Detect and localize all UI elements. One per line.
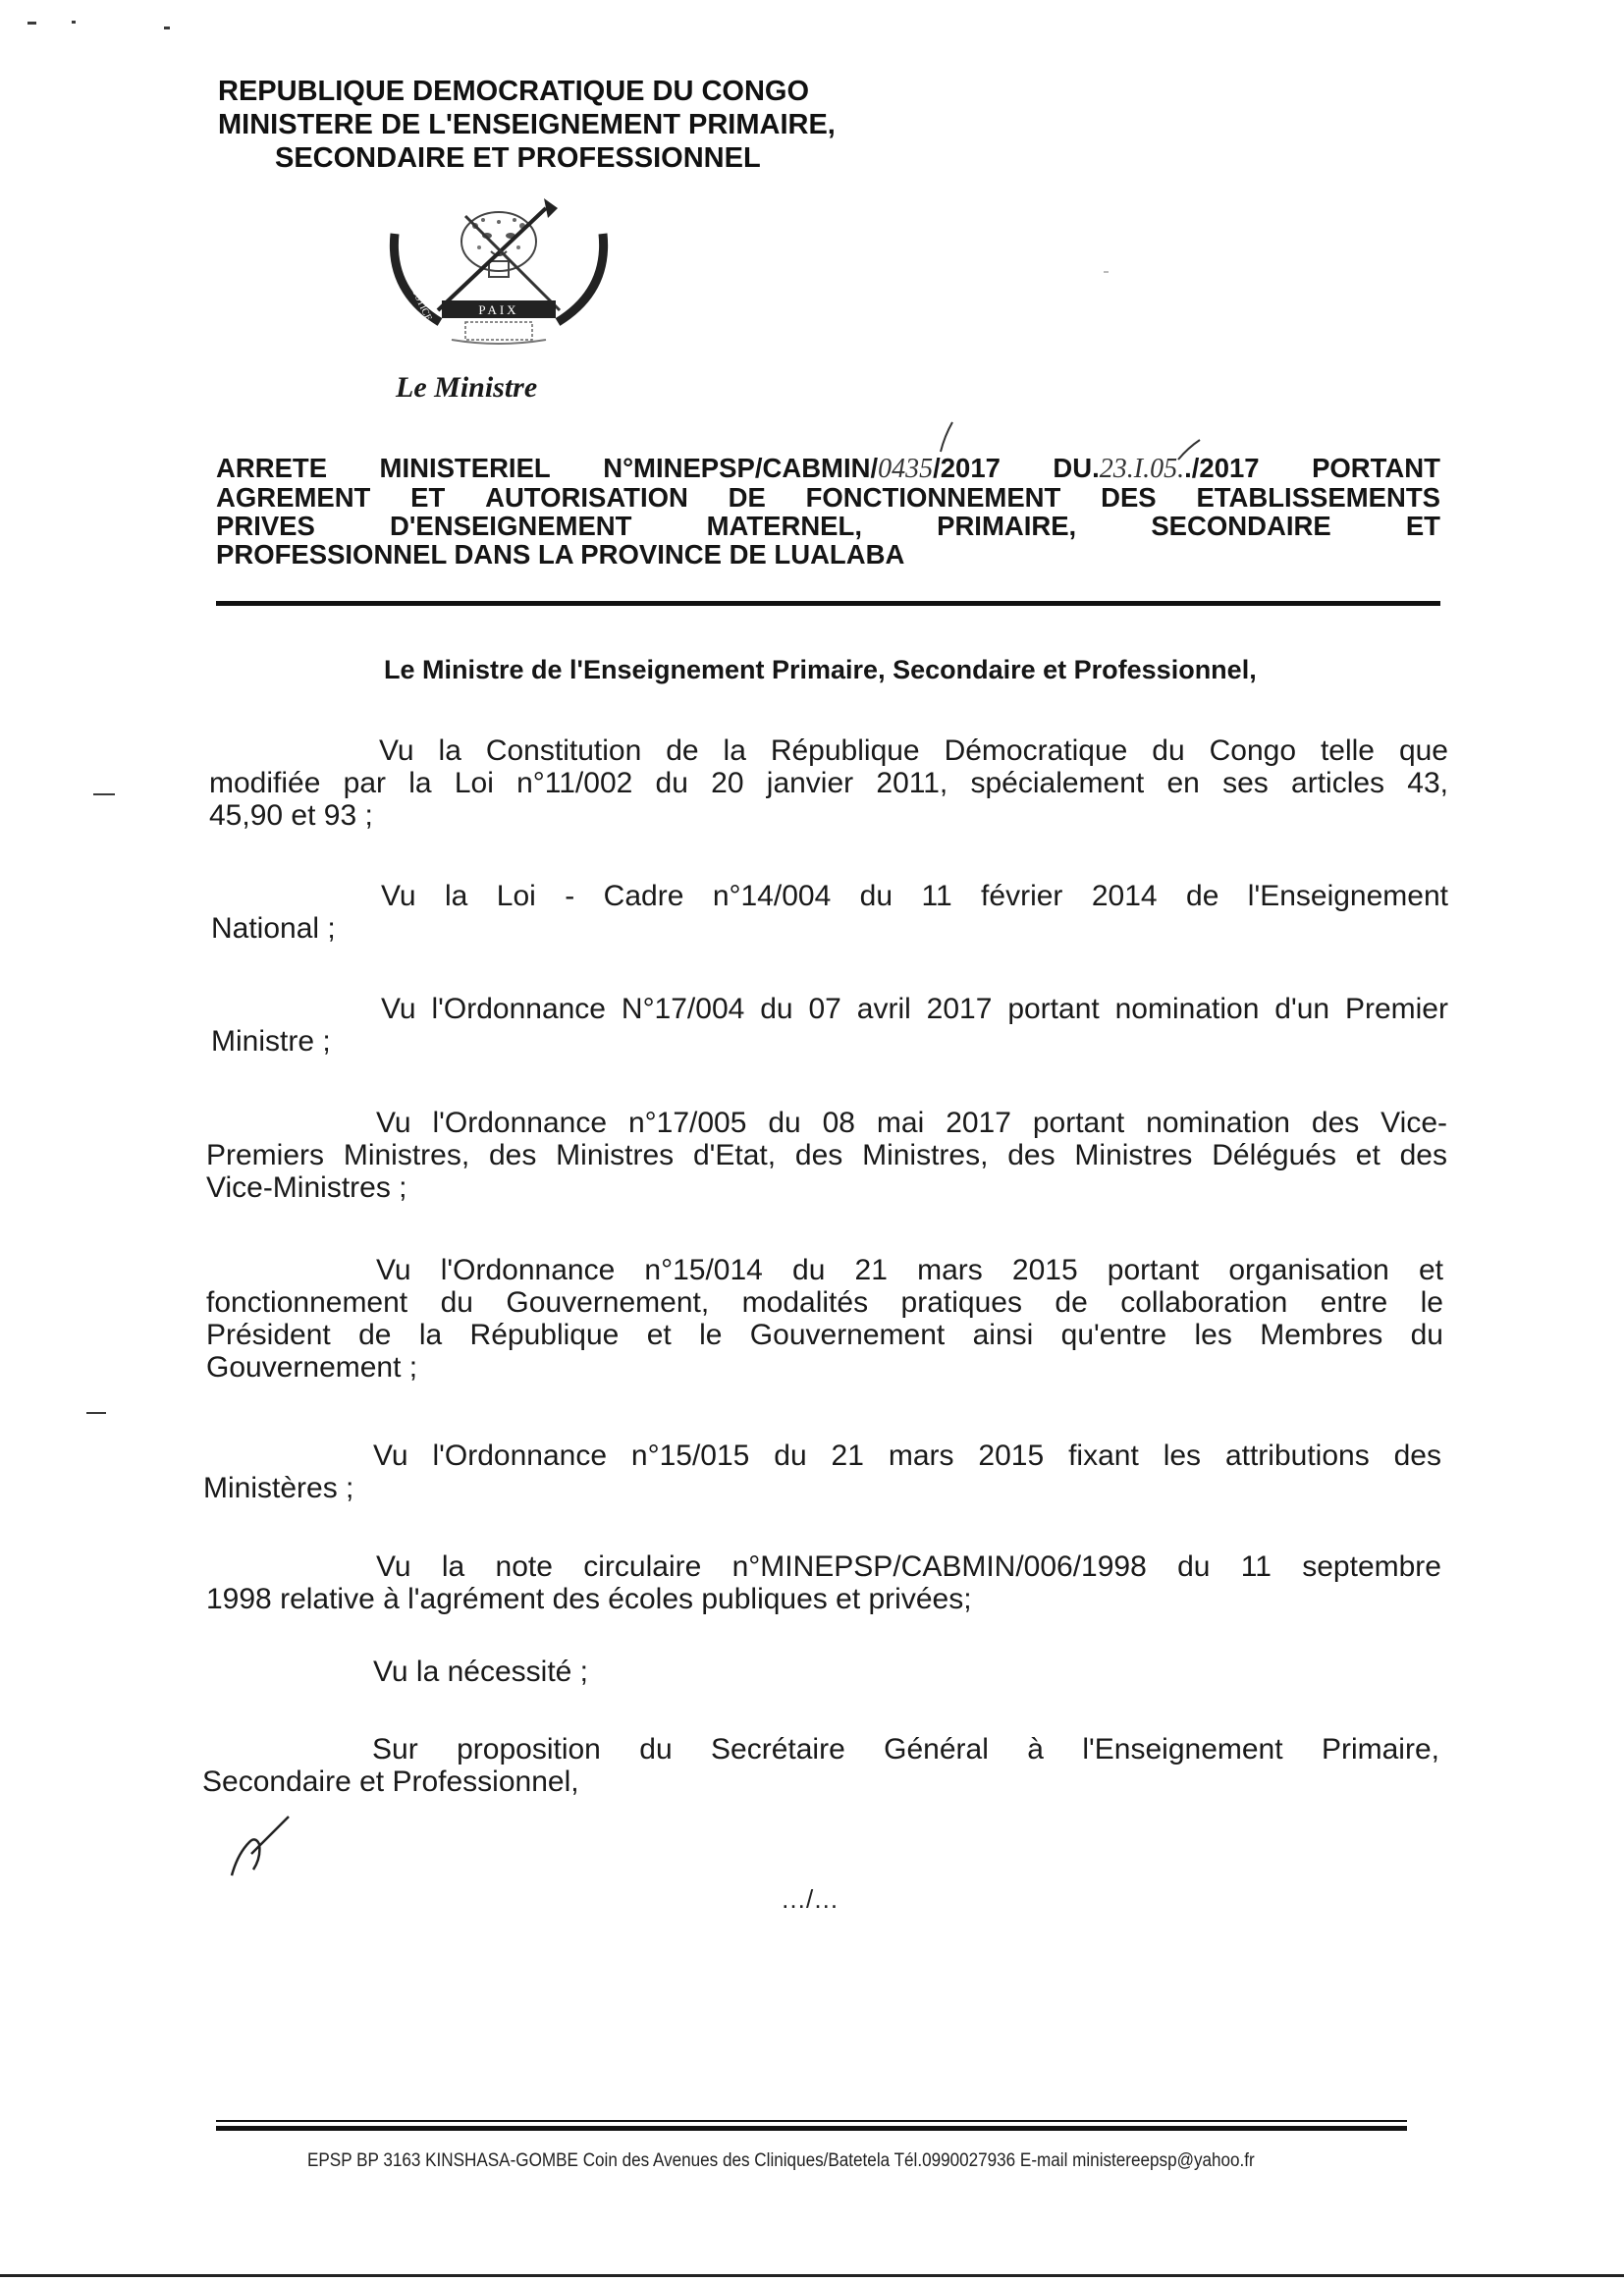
decree-title-line	[216, 483, 1440, 512]
paragraph-line: Vu l'Ordonnance n°15/014 du 21 mars 2015 portant organisation et	[376, 1254, 1443, 1286]
footer-rule	[216, 2120, 1407, 2122]
paragraph-loi-cadre	[211, 880, 1448, 945]
paragraph-line: 1998 relative à l'agrément des écoles publiques et privées;	[206, 1583, 972, 1615]
scan-speck	[164, 27, 170, 29]
paragraph-ordonnance-gouvernement	[206, 1254, 1443, 1384]
decree-word: FONCTIONNEMENT	[805, 482, 1061, 513]
handwritten-tick-mark	[1174, 438, 1204, 462]
letterhead	[218, 75, 1003, 175]
page-continuation-mark: …/…	[781, 1884, 839, 1914]
scan-speck	[1104, 271, 1109, 273]
decree-word: D'ENSEIGNEMENT	[390, 511, 632, 541]
paragraph-necessite	[203, 1656, 1440, 1688]
minister-heading: Le Ministre de l'Enseignement Primaire, Secondaire et Professionnel,	[384, 655, 1257, 684]
country-name: REPUBLIQUE DEMOCRATIQUE DU CONGO	[218, 76, 810, 107]
decree-word: PORTANT	[1312, 453, 1440, 483]
paragraph-line: National ;	[211, 912, 336, 945]
decree-word: PRIVES	[216, 511, 315, 541]
decree-number-year: /2017	[933, 453, 1001, 483]
paragraph-line: Président de la République et le Gouvernement ainsi qu'entre les Membres du	[206, 1319, 1443, 1351]
scan-speck	[93, 793, 115, 795]
paragraph-line: Vu la Constitution de la République Démocratique du Congo telle que	[379, 734, 1448, 767]
paragraph-line: Secondaire et Professionnel,	[202, 1766, 579, 1798]
decree-date-prefix: DU.	[1053, 453, 1100, 483]
handwritten-decree-date: 23.I.05.	[1099, 454, 1185, 484]
handwritten-tick-mark	[935, 420, 958, 456]
paragraph-ordonnance-premier-ministre	[211, 993, 1448, 1058]
decree-title-line	[216, 512, 1440, 540]
paragraph-line: Sur proposition du Secrétaire Général à l'Enseignement Primaire,	[372, 1733, 1439, 1766]
handwritten-initials	[224, 1815, 293, 1879]
footer-rule	[216, 2126, 1407, 2131]
decree-word: ARRETE	[216, 453, 328, 483]
decree-number-prefix: N°MINEPSP/CABMIN/	[603, 453, 879, 483]
scan-speck	[86, 1412, 106, 1414]
title-underline	[216, 601, 1440, 606]
paragraph-line: modifiée par la Loi n°11/002 du 20 janvier 2011, spécialement en ses articles 43,	[209, 767, 1448, 799]
decree-word: AGREMENT	[216, 482, 371, 513]
paragraph-line: Vu l'Ordonnance N°17/004 du 07 avril 2017 portant nomination d'un Premier	[381, 993, 1448, 1025]
motto-right-text: TRAVAIL	[566, 221, 594, 263]
paragraph-line: Ministre ;	[211, 1025, 331, 1058]
decree-word: AUTORISATION	[485, 482, 688, 513]
decree-word: DE	[728, 482, 766, 513]
paragraph-line: Vu la nécessité ;	[373, 1656, 589, 1688]
paragraph-line: Vu l'Ordonnance n°17/005 du 08 mai 2017 portant nomination des Vice-	[376, 1107, 1447, 1139]
decree-word: ET	[1405, 511, 1440, 541]
ministry-name-continued: SECONDAIRE ET PROFESSIONNEL	[275, 142, 761, 174]
ministry-name: MINISTERE DE L'ENSEIGNEMENT PRIMAIRE,	[218, 109, 836, 140]
paragraph-line: Vu l'Ordonnance n°15/015 du 21 mars 2015 fixant les attributions des	[373, 1440, 1441, 1472]
decree-date	[1053, 454, 1259, 483]
motto-center-text: PAIX	[478, 302, 519, 317]
decree-title-line	[216, 454, 1440, 483]
decree-title-last-line: PROFESSIONNEL DANS LA PROVINCE DE LUALABA	[216, 539, 905, 570]
decree-word: DES	[1101, 482, 1157, 513]
paragraph-line: Ministères ;	[203, 1472, 354, 1504]
page-bottom-edge	[0, 2274, 1624, 2277]
decree-word: SECONDAIRE	[1151, 511, 1331, 541]
paragraph-line: Premiers Ministres, des Ministres d'Etat, des Ministres, des Ministres Délégués et des	[206, 1139, 1447, 1171]
scan-speck	[72, 21, 76, 24]
scan-speck	[27, 22, 36, 25]
paragraph-ordonnance-ministres	[206, 1107, 1447, 1204]
decree-word: ETABLISSEMENTS	[1196, 482, 1440, 513]
paragraph-line: Vu la Loi - Cadre n°14/004 du 11 février 2014 de l'Enseignement	[381, 880, 1448, 912]
footer-address: EPSP BP 3163 KINSHASA-GOMBE Coin des Avenues des Cliniques/Batetela Tél.0990027936 E-mail ministereepsp@yahoo.fr	[307, 2150, 1255, 2171]
decree-word: MATERNEL,	[706, 511, 862, 541]
paragraph-note-circulaire	[206, 1550, 1441, 1615]
paragraph-ordonnance-attributions	[203, 1440, 1441, 1504]
paragraph-constitution	[209, 734, 1448, 832]
decree-title-line	[216, 540, 1440, 569]
paragraph-line: fonctionnement du Gouvernement, modalités pratiques de collaboration entre le	[206, 1286, 1443, 1319]
paragraph-line: 45,90 et 93 ;	[209, 799, 373, 832]
decree-word: PRIMAIRE,	[937, 511, 1077, 541]
paragraph-proposition	[202, 1733, 1439, 1798]
coat-of-arms-emblem	[381, 192, 617, 348]
decree-word: MINISTERIEL	[379, 453, 551, 483]
paragraph-line: Gouvernement ;	[206, 1351, 418, 1384]
decree-number	[603, 454, 1001, 483]
minister-title: Le Ministre	[396, 371, 538, 404]
motto-left-text: JUSTICE	[407, 283, 434, 323]
handwritten-decree-number: 0435	[878, 454, 934, 484]
paragraph-line: Vu la note circulaire n°MINEPSP/CABMIN/006/1998 du 11 septembre	[376, 1550, 1441, 1583]
decree-date-year: ./2017	[1184, 453, 1260, 483]
decree-word: ET	[410, 482, 446, 513]
paragraph-line: Vice-Ministres ;	[206, 1171, 407, 1204]
decree-title	[216, 454, 1440, 569]
